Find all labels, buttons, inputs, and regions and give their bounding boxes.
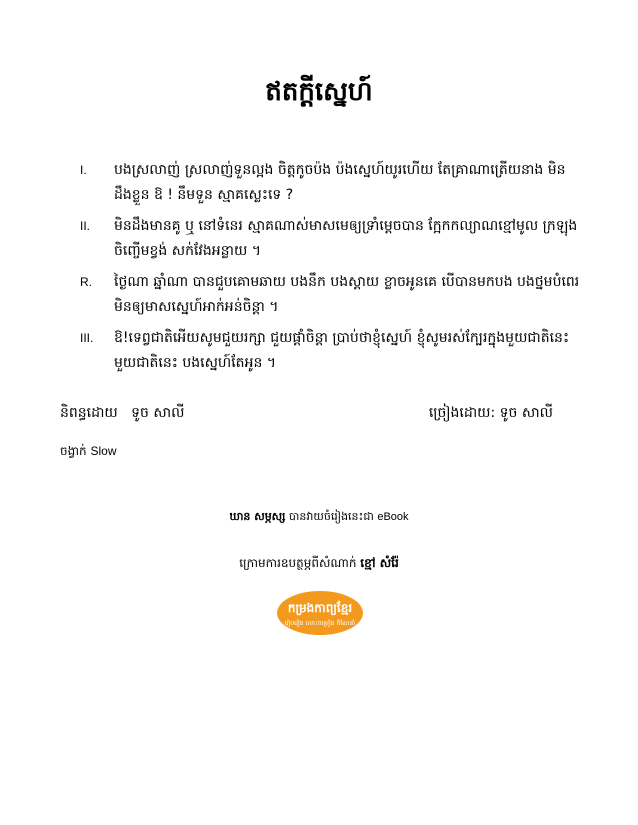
logo-line1: កម្រងកាព្យខ្មែរ xyxy=(287,601,353,615)
rhythm-value: Slow xyxy=(90,444,117,458)
publisher-logo xyxy=(276,590,364,636)
composer-label: និពន្ធដោយ xyxy=(60,405,118,421)
sponsor-name: ខ្មៅ សំរ៉ែ xyxy=(360,556,399,570)
composer-name: ទូច សាលី xyxy=(131,405,185,421)
singer-credit xyxy=(429,402,553,424)
song-title: ឥតក្ដីស្នេហ៍ xyxy=(265,77,373,107)
rhythm-line xyxy=(60,441,117,461)
sponsor-text: ក្រោមការឧបត្ថម្ភពីសំណាក់ xyxy=(239,556,357,570)
verse-marker: II. xyxy=(80,219,91,233)
verse-text: មិនដឹងមានគូ ឬ នៅទំនេរ ស្មាគណាស់មាសមេឲ្យទ្រាំម្ដេចបាន ក្អែកកល្យាណខ្មៅមូល ក្រឡុង ចិញ្ចើមខ្វង់ សក់វែងអន្លាយ ។ xyxy=(114,218,578,259)
sponsor-credit xyxy=(0,553,638,573)
verse-text: បងស្រលាញ់ ស្រលាញ់ទួនល្អង ចិត្តកូចប៉ង ប៉ងស្នេហ៍យូរហើយ តែគ្រាណាត្រើយនាង មិនដឹងខ្លួន ឱ ! នឹមទួន ស្មាគស្លេះទេ ? xyxy=(114,162,566,203)
verse-text: ថ្ងៃណា ឆ្នាំណា បានជួបគោមឆាយ បងនឹក បងស្ដាយ ខ្លាចអូនគេ បើបានមកបង បងថ្នមបំពេរ មិនឲ្យមាសស្នេហ៍អាក់អន់ចិន្ដា ។ xyxy=(114,274,580,315)
verse-text: ឱ!ទេព្វជាតិអើយសូមជួយរក្សា ជួយផ្ដាំចិន្ដា ប្រាប់ថាខ្ញុំស្នេហ៍ ខ្ញុំសូមរស់ក្បែរក្នុងមួយជាតិនេះ មួយជាតិនេះ បងស្នេហ៍តែអូន ។ xyxy=(114,330,570,371)
verse-marker: III. xyxy=(80,331,94,345)
verse-3 xyxy=(80,326,580,376)
verse-1 xyxy=(80,158,580,208)
verse-marker: I. xyxy=(80,163,87,177)
lyrics xyxy=(80,158,580,382)
verse-refrain xyxy=(80,270,580,320)
logo-line2: រៀបរៀង លោះចម្រៀង ក៏ណែនាំ xyxy=(284,620,356,627)
rhythm-label: ចង្វាក់ xyxy=(60,444,87,458)
ebook-credit xyxy=(0,508,638,526)
ebook-format: eBook xyxy=(377,511,409,523)
typist-text: បានវាយចំរៀងនេះជា xyxy=(288,510,374,523)
typist-name: ឃាន សម្ភស្ស xyxy=(229,510,286,523)
verse-2 xyxy=(80,214,580,264)
singer-name: ទូច សាលី xyxy=(499,405,553,421)
composer-credit xyxy=(60,402,184,424)
verse-marker: R. xyxy=(80,275,92,289)
logo-badge-icon xyxy=(276,590,364,636)
singer-label: ច្រៀងដោយ: xyxy=(428,405,496,421)
